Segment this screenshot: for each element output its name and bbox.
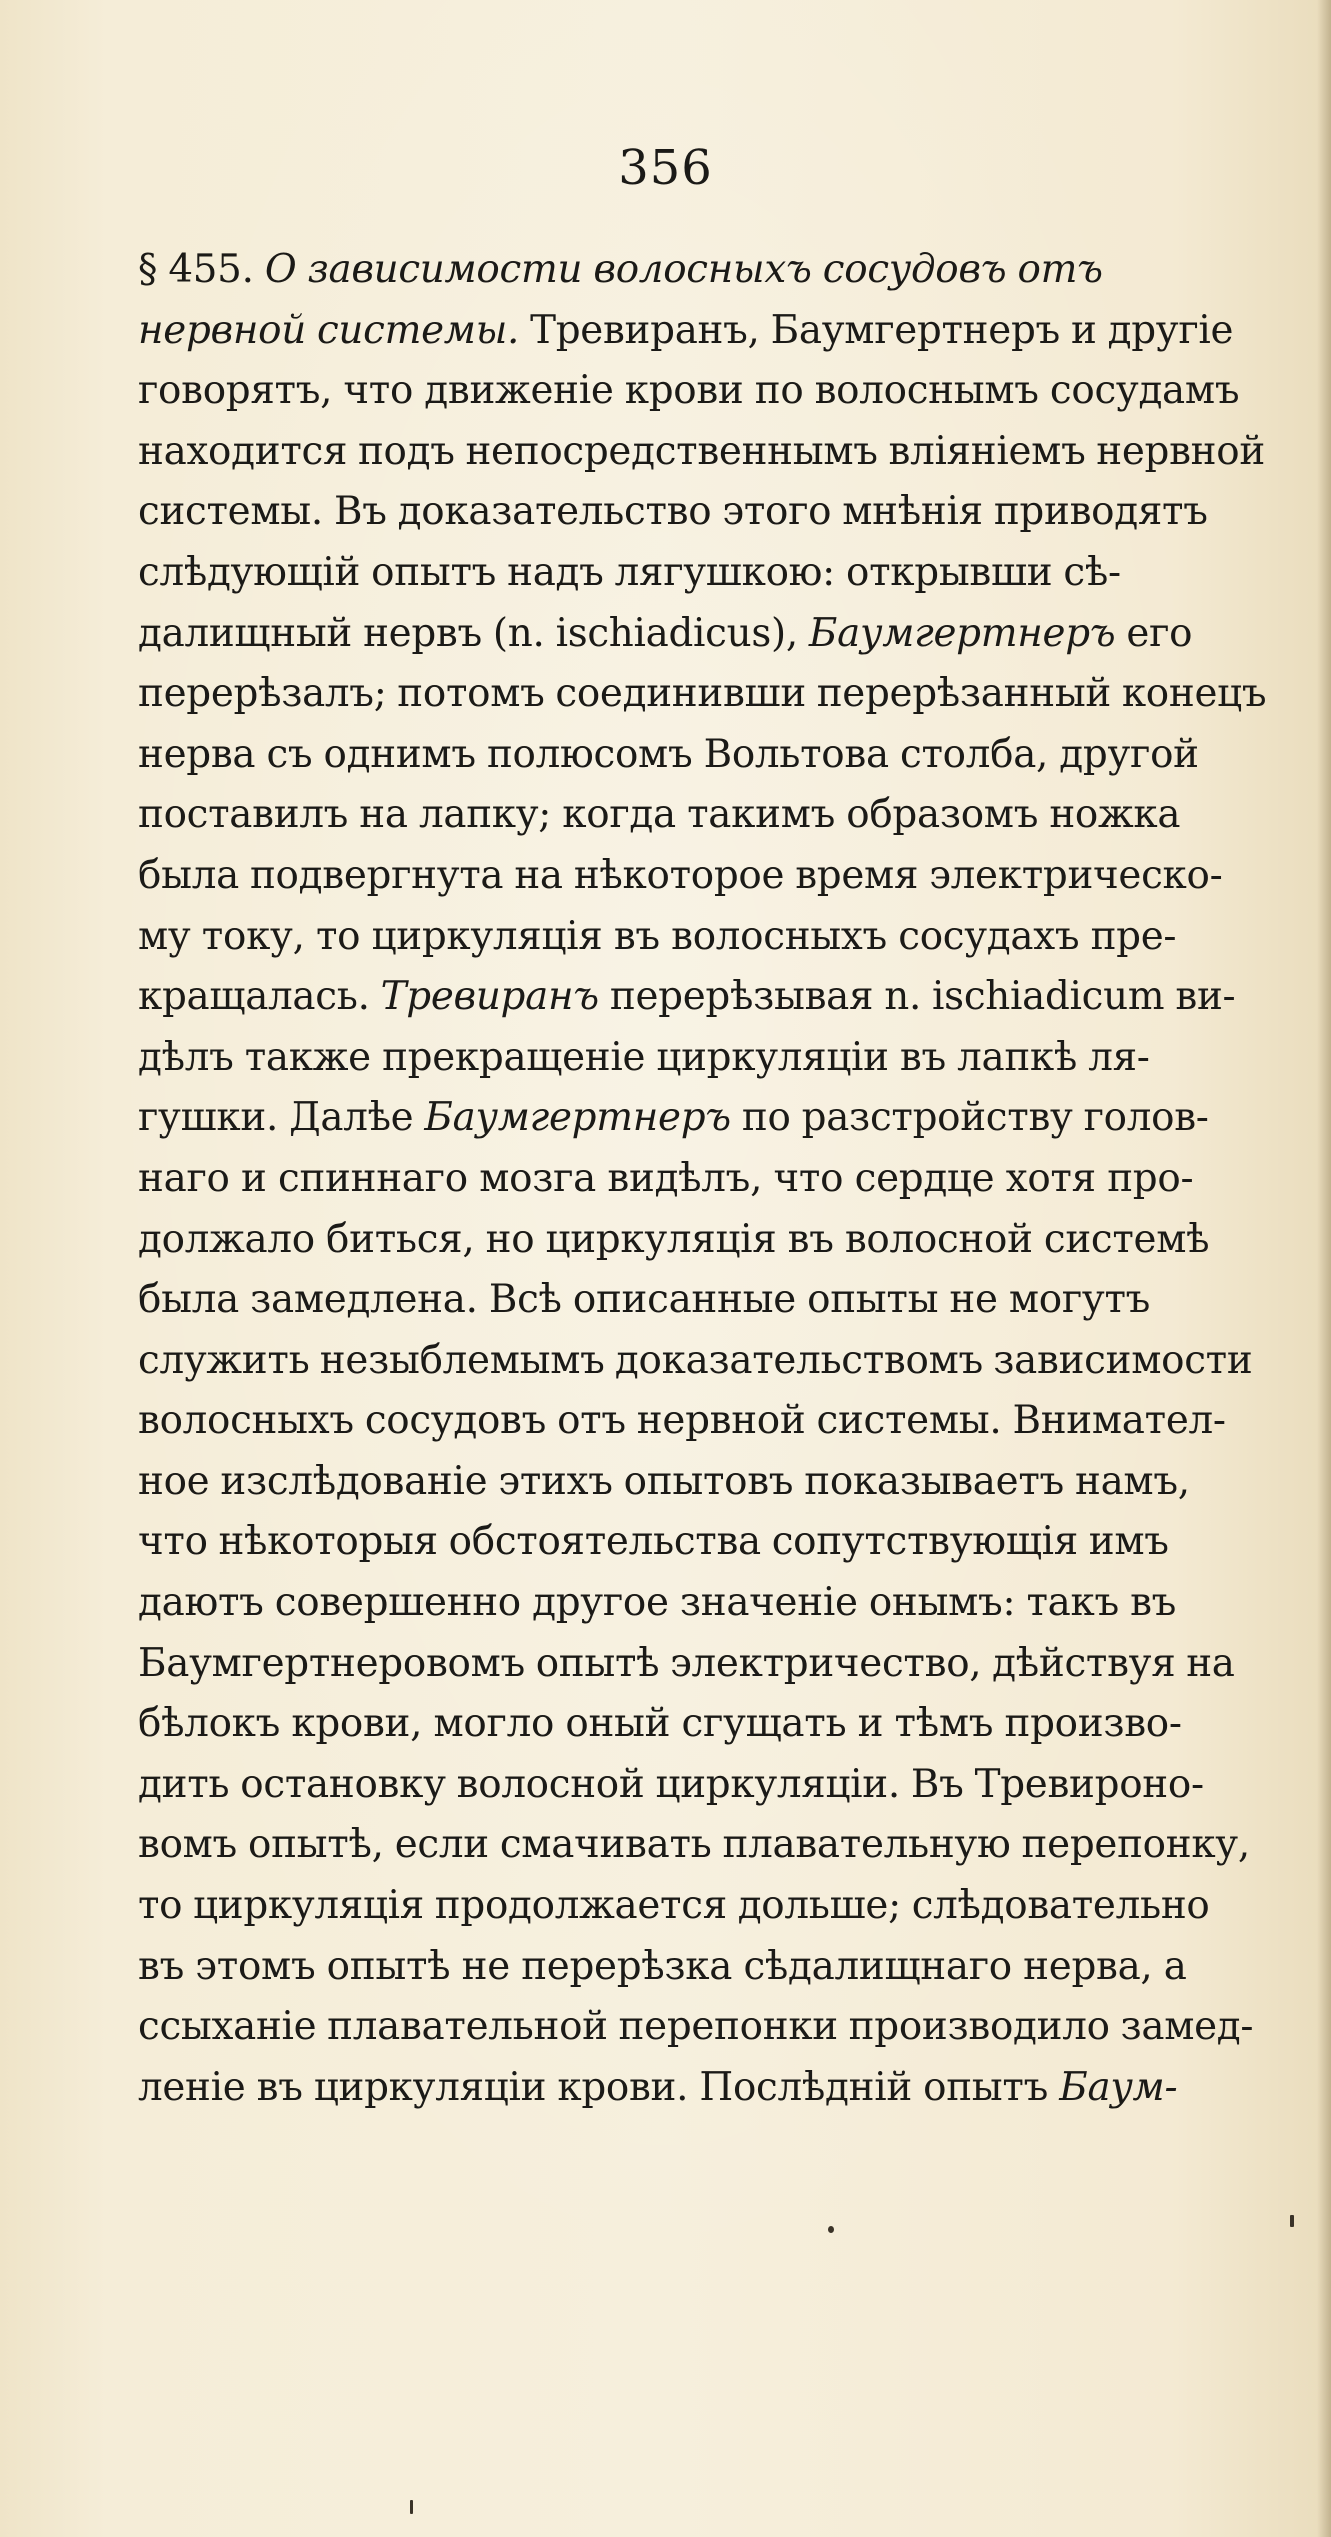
text-line (138, 1634, 1323, 1695)
text-run: дѣлъ также прекращеніе циркуляціи въ лапкѣ ля- (138, 1034, 1150, 1080)
text-line (138, 422, 1323, 483)
text-line (138, 1755, 1323, 1816)
text-run: дить остановку волосной циркуляціи. Въ Тревироно- (138, 1761, 1204, 1807)
text-run: гушки. Далѣе (138, 1095, 425, 1141)
text-line (138, 846, 1323, 907)
text-line (138, 604, 1323, 665)
text-line (138, 1149, 1323, 1210)
text-run: слѣдующій опытъ надъ лягушкою: открывши сѣ- (138, 549, 1121, 595)
text-run: перерѣзалъ; потомъ соединивши перерѣзанный конецъ (138, 671, 1267, 717)
print-speck (828, 2226, 834, 2233)
text-line (138, 361, 1323, 422)
text-run: волосныхъ сосудовъ отъ нервной системы. Внимател- (138, 1398, 1226, 1444)
text-run: то циркуляція продолжается дольше; слѣдовательно (138, 1883, 1210, 1929)
text-line (138, 2058, 1323, 2119)
text-line (138, 1815, 1323, 1876)
text-run: нерва съ однимъ полюсомъ Вольтова столба, другой (138, 731, 1199, 777)
text-run: говорятъ, что движеніе крови по волоснымъ сосудамъ (138, 368, 1240, 414)
text-line (138, 967, 1323, 1028)
text-run: перерѣзывая n. ischiadicum ви- (598, 974, 1236, 1020)
text-line (138, 725, 1323, 786)
text-line (138, 301, 1323, 362)
text-run: что нѣкоторыя обстоятельства сопутствующія имъ (138, 1519, 1169, 1565)
print-speck (410, 2500, 413, 2514)
text-line (138, 1876, 1323, 1937)
text-run: Тревиранъ, Баумгертнеръ и другіе (519, 307, 1234, 353)
text-run: была замедлена. Всѣ описанные опыты не могутъ (138, 1277, 1151, 1323)
text-run: Баумгертнеровомъ опытѣ электричество, дѣйствуя на (138, 1640, 1235, 1686)
text-run: была подвергнута на нѣкоторое время электрическо- (138, 852, 1223, 898)
text-run: ссыханіе плавательной перепонки производило замед- (138, 2004, 1254, 2050)
text-run: му току, то циркуляція въ волосныхъ сосудахъ пре- (138, 913, 1177, 959)
page-number: 356 (618, 140, 713, 196)
text-line (138, 1028, 1323, 1089)
text-line (138, 1997, 1323, 2058)
text-line (138, 1331, 1323, 1392)
text-line (138, 664, 1323, 725)
italic-text: Тревиранъ (380, 974, 599, 1020)
text-line (138, 907, 1323, 968)
text-run: въ этомъ опытѣ не перерѣзка сѣдалищнаго нерва, а (138, 1943, 1187, 1989)
text-line (138, 1391, 1323, 1452)
italic-text: Баум- (1059, 2064, 1178, 2110)
text-run: § 455. (138, 247, 265, 292)
text-run: далищный нервъ (n. ischiadicus), (138, 610, 809, 656)
text-run: наго и спиннаго мозга видѣлъ, что сердце хотя про- (138, 1155, 1194, 1201)
text-run: поставилъ на лапку; когда такимъ образомъ ножка (138, 792, 1181, 838)
text-run: служить незыблемымъ доказательствомъ зависимости (138, 1337, 1253, 1383)
italic-text: Баумгертнеръ (424, 1095, 731, 1141)
text-line (138, 1937, 1323, 1998)
text-run: находится подъ непосредственнымъ вліяніемъ нервной (138, 428, 1265, 474)
text-run: бѣлокъ крови, могло оный сгущать и тѣмъ произво- (138, 1701, 1182, 1747)
italic-text: нервной системы. (138, 307, 520, 353)
body-text (138, 240, 1328, 2118)
print-speck (1290, 2215, 1294, 2227)
text-line (138, 1573, 1323, 1634)
text-run: леніе въ циркуляціи крови. Послѣдній опытъ (138, 2064, 1060, 2110)
text-line (138, 1452, 1323, 1513)
text-run: его (1115, 610, 1193, 656)
text-line (138, 1270, 1323, 1331)
text-line (138, 1210, 1323, 1271)
text-line (138, 543, 1323, 604)
text-line (138, 482, 1323, 543)
text-run: ное изслѣдованіе этихъ опытовъ показываетъ намъ, (138, 1458, 1190, 1504)
text-line (138, 1512, 1323, 1573)
text-run: должало биться, но циркуляція въ волосной системѣ (138, 1216, 1210, 1262)
text-run: кращалась. (138, 974, 381, 1020)
text-line (138, 240, 1323, 301)
text-run: по разстройству голов- (730, 1095, 1209, 1141)
text-run: системы. Въ доказательство этого мнѣнія приводятъ (138, 489, 1208, 535)
text-line (138, 785, 1323, 846)
italic-text: Баумгертнеръ (808, 610, 1116, 656)
text-line (138, 1088, 1323, 1149)
text-run: даютъ совершенно другое значеніе онымъ: такъ въ (138, 1580, 1177, 1626)
italic-text: О зависимости волосныхъ сосудовъ отъ (264, 247, 1103, 292)
text-line (138, 1694, 1323, 1755)
text-run: вомъ опытѣ, если смачивать плавательную перепонку, (138, 1822, 1250, 1868)
